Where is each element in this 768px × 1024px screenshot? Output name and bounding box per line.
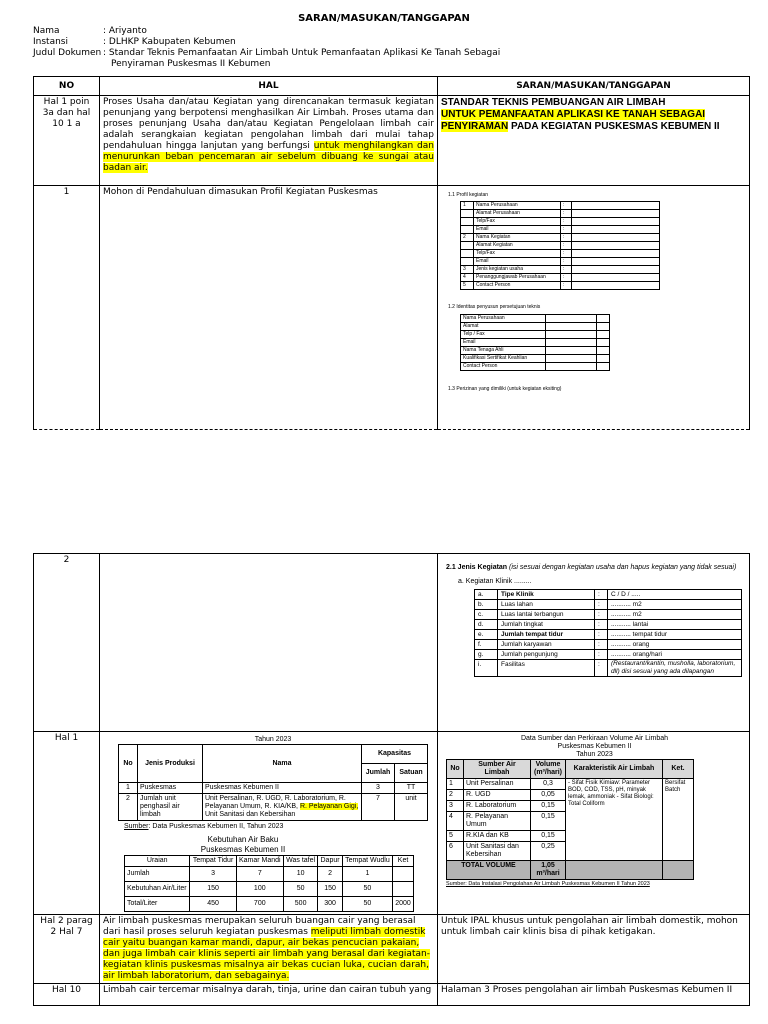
keb-value: 50 — [342, 897, 392, 912]
klinik-label: Fasilitas — [498, 660, 595, 677]
vol-header-sumber: Sumber Air Limbah — [464, 760, 531, 779]
profil-label: Telp/Fax — [474, 218, 561, 226]
klinik-value: ........... m2 — [608, 610, 742, 620]
identitas-row — [461, 347, 610, 355]
kap-nama: Puskesmas Kebumen II — [203, 783, 362, 794]
vol-sumber: R. Pelayanan Umum — [464, 812, 531, 831]
profil-label: Telp/Fax — [474, 250, 561, 258]
keb-value: 50 — [342, 882, 392, 897]
klinik-colon: : — [595, 630, 608, 640]
keb-value — [393, 867, 414, 882]
volume-source: Sumber: Data Instalasi Pengolahan Air Limbah Puskesmas Kebumen II Tahun 2023 — [446, 881, 650, 887]
klinik-label: Luas lantai terbangun — [498, 610, 595, 620]
keb-value: 150 — [190, 882, 236, 897]
identitas-row — [461, 363, 610, 371]
kap-header-jumlah: Jumlah — [362, 764, 395, 783]
table-row — [34, 554, 750, 732]
hal-highlight: untuk menghilangkan dan menurunkan beban pencemaran air sebelum dibuang ke sungai atau badan air. — [103, 141, 434, 173]
klinik-letter: c. — [475, 610, 498, 620]
keb-value: 2 — [318, 867, 342, 882]
volume-table — [446, 759, 694, 880]
keb-header: Dapur — [318, 856, 342, 867]
klinik-value: ........... orang — [608, 640, 742, 650]
identitas-label: Email — [461, 339, 546, 347]
kap-header-nama: Nama — [203, 745, 362, 783]
profil-label: Alamat Perusahaan — [474, 210, 561, 218]
keb-value: 50 — [283, 882, 317, 897]
vol-no: 6 — [447, 842, 464, 861]
keb-value: 300 — [318, 897, 342, 912]
vol-row — [447, 779, 694, 790]
kap-nama-highlight: R. Pelayanan Gigi, — [299, 803, 359, 810]
kapasitas-table — [118, 744, 428, 821]
klinik-colon: : — [595, 610, 608, 620]
profil-colon: : — [561, 258, 572, 266]
vol-header-karakteristik: Karakteristik Air Limbah — [566, 760, 663, 779]
meta-instansi — [33, 37, 236, 48]
vol-header-volume: Volume (m³/hari) — [531, 760, 566, 779]
vol-volume: 0,05 — [531, 790, 566, 801]
meta-label: Instansi — [33, 37, 68, 47]
row-no: 2 — [34, 554, 100, 732]
profil-row — [461, 258, 660, 266]
klinik-row — [475, 630, 742, 640]
jenis-note: (isi sesuai dengan kegiatan usaha dan hapus kegiatan yang tidak sesuai) — [509, 564, 737, 571]
vol-sumber: Unit Sanitasi dan Kebersihan — [464, 842, 531, 861]
document-page-2 — [0, 553, 768, 1024]
profil-colon: : — [561, 218, 572, 226]
standard-title: STANDAR TEKNIS PEMBUANGAN AIR LIMBAH — [441, 97, 666, 108]
klinik-label: Jumlah pengunjung — [498, 650, 595, 660]
source-label: Sumber — [124, 823, 149, 830]
keb-value: 500 — [283, 897, 317, 912]
identitas-extra — [597, 363, 610, 371]
profil-colon: : — [561, 242, 572, 250]
vol-sumber: R. UGD — [464, 790, 531, 801]
profil-value — [572, 250, 660, 258]
profil-value — [572, 210, 660, 218]
identitas-row — [461, 355, 610, 363]
klinik-value: ........... orang/hari — [608, 650, 742, 660]
klinik-row — [475, 610, 742, 620]
meta-value: : DLHKP Kabupaten Kebumen — [103, 37, 236, 47]
klinik-row — [475, 660, 742, 677]
vol-total-row — [447, 861, 694, 880]
klinik-row — [475, 620, 742, 630]
identitas-title: 1.2 Identitas penyusun persetujuan teknis — [448, 304, 541, 310]
identitas-label: Nama Perusahaan — [461, 315, 546, 323]
identitas-label: Telp / Fax — [461, 331, 546, 339]
kap-nama-text: Unit Persalinan, R. UGD, R. Laboratorium, R. Pelayanan Umum, R. KIA/KB, — [205, 795, 346, 810]
klinik-row — [475, 650, 742, 660]
kebutuhan-subtitle: Puskesmas Kebumen II — [200, 845, 286, 854]
kapasitas-title: Tahun 2023 — [254, 736, 292, 743]
keb-label: Kebutuhan Air/Liter — [125, 882, 190, 897]
saran-table-p2 — [33, 553, 750, 1006]
keb-value: 450 — [190, 897, 236, 912]
table-row — [34, 732, 750, 915]
kap-nama — [203, 794, 362, 821]
keb-header: Uraian — [125, 856, 190, 867]
klinik-letter: b. — [475, 600, 498, 610]
profil-no — [461, 250, 474, 258]
vol-no: 1 — [447, 779, 464, 790]
klinik-row — [475, 590, 742, 600]
identitas-row — [461, 323, 610, 331]
keb-header: Tempat Tidur — [190, 856, 236, 867]
row-saran: Halaman 3 Proses pengolahan air limbah Puskesmas Kebumen II — [438, 984, 750, 1006]
profil-value — [572, 266, 660, 274]
keb-value — [393, 882, 414, 897]
col-header-saran: SARAN/MASUKAN/TANGGAPAN — [438, 77, 750, 96]
identitas-value — [546, 315, 597, 323]
identitas-value — [546, 363, 597, 371]
identitas-label: Kualifikasi Sertifikat Keahlian — [461, 355, 546, 363]
profil-value — [572, 282, 660, 290]
profil-value — [572, 258, 660, 266]
profil-colon: : — [561, 226, 572, 234]
keb-value: 700 — [236, 897, 283, 912]
profil-row — [461, 266, 660, 274]
klinik-colon: : — [595, 660, 608, 677]
table-row — [34, 915, 750, 984]
row-hal — [100, 96, 438, 186]
profil-colon: : — [561, 266, 572, 274]
kap-jumlah: 7 — [362, 794, 395, 821]
kap-row — [119, 783, 428, 794]
standard-highlight: UNTUK PEMANFAATAN APLIKASI KE TANAH SEBAGAI PENYIRAMAN — [441, 109, 706, 132]
identitas-row — [461, 331, 610, 339]
keb-value: 1 — [342, 867, 392, 882]
meta-judul-cont: Penyiraman Puskesmas II Kebumen — [111, 59, 271, 69]
profil-colon: : — [561, 282, 572, 290]
profil-value — [572, 234, 660, 242]
keb-value: 7 — [236, 867, 283, 882]
keb-value: 3 — [190, 867, 236, 882]
meta-label: Nama — [33, 26, 60, 36]
klinik-colon: : — [595, 590, 608, 600]
document-page-1 — [0, 0, 768, 432]
profil-value — [572, 242, 660, 250]
klinik-letter: a. — [475, 590, 498, 600]
kap-header-jenis: Jenis Produksi — [138, 745, 203, 783]
profil-row — [461, 234, 660, 242]
kap-jumlah: 3 — [362, 783, 395, 794]
identitas-label: Nama Tenaga Ahli — [461, 347, 546, 355]
profil-row — [461, 226, 660, 234]
profil-value — [572, 274, 660, 282]
vol-karakteristik: - Sifat Fisik Kimiaw: Parameter BOD, COD, TSS, pH, minyak lemak, ammoniak - Sifat Biologi: Total Coliform — [566, 779, 663, 861]
vol-total-empty — [566, 861, 663, 880]
row-no: Hal 1 poin 3a dan hal 10 1 a — [34, 96, 100, 186]
kap-nama-tail: Unit Sanitasi dan Kebersihan — [205, 811, 296, 818]
meta-judul — [33, 48, 500, 59]
klinik-row — [475, 640, 742, 650]
identitas-value — [546, 355, 597, 363]
document-title: SARAN/MASUKAN/TANGGAPAN — [298, 13, 470, 24]
klinik-colon: : — [595, 620, 608, 630]
vol-volume: 0,15 — [531, 812, 566, 831]
klinik-letter: g. — [475, 650, 498, 660]
kebutuhan-header-row — [125, 856, 414, 867]
profil-colon: : — [561, 234, 572, 242]
identitas-extra — [597, 323, 610, 331]
meta-value: : Ariyanto — [103, 26, 147, 36]
vol-volume: 0,3 — [531, 779, 566, 790]
keb-value: 150 — [318, 882, 342, 897]
identitas-label: Contact Person — [461, 363, 546, 371]
kap-satuan: unit — [395, 794, 428, 821]
vol-header-no: No — [447, 760, 464, 779]
klinik-letter: e. — [475, 630, 498, 640]
vol-ket: Bersifat Batch — [663, 779, 694, 861]
identitas-value — [546, 323, 597, 331]
row-hal — [100, 554, 438, 732]
vol-no: 2 — [447, 790, 464, 801]
keb-label: Total/Liter — [125, 897, 190, 912]
klinik-letter: i. — [475, 660, 498, 677]
profil-no — [461, 258, 474, 266]
keb-header: Ket — [393, 856, 414, 867]
kebutuhan-title: Kebutuhan Air Baku — [207, 835, 279, 844]
vol-header-ket: Ket. — [663, 760, 694, 779]
profil-row — [461, 242, 660, 250]
profil-table — [460, 201, 660, 290]
profil-label: Jenis kegiatan usaha — [474, 266, 561, 274]
profil-label: Penanggungjawab Perusahaan — [474, 274, 561, 282]
klinik-label: Jumlah karyawan — [498, 640, 595, 650]
identitas-extra — [597, 339, 610, 347]
identitas-extra — [597, 347, 610, 355]
jenis-title: 2.1 Jenis Kegiatan — [446, 564, 508, 571]
vol-sumber: Unit Persalinan — [464, 779, 531, 790]
vol-sumber: R.KIA dan KB — [464, 831, 531, 842]
keb-header: Was tafel — [283, 856, 317, 867]
vol-total-value: 1,05 m³/hari — [531, 861, 566, 880]
profil-label: Nama Perusahaan — [474, 202, 561, 210]
kap-jenis: Jumlah unit penghasil air limbah — [138, 794, 203, 821]
kapasitas-source — [124, 822, 435, 831]
vol-volume: 0,15 — [531, 801, 566, 812]
identitas-value — [546, 347, 597, 355]
profil-row — [461, 218, 660, 226]
profil-value — [572, 226, 660, 234]
profil-label: Email — [474, 226, 561, 234]
klinik-colon: : — [595, 640, 608, 650]
row-saran: Untuk IPAL khusus untuk pengolahan air limbah domestik, mohon untuk limbah cair klinis bisa di pihak ketigakan. — [438, 915, 750, 984]
kap-header-kapasitas: Kapasitas — [362, 745, 428, 764]
volume-subtitle: Puskesmas Kebumen II — [557, 743, 632, 750]
klinik-letter: f. — [475, 640, 498, 650]
identitas-extra — [597, 331, 610, 339]
hal-highlight: meliputi limbah domestik cair yaitu buangan kamar mandi, dapur, air bekas pencucian pakaian, dan juga limbah cair klinis seperti air limbah yang berasal dari kegiatan-kegiatan klinis puskesmas misalnya air bekas cucian luka, cucian darah, air limbah laboratorium, dan sebagainya. — [103, 927, 430, 981]
profil-colon: : — [561, 202, 572, 210]
row-saran — [438, 186, 750, 430]
profil-label: Contact Person — [474, 282, 561, 290]
table-row — [34, 96, 750, 186]
meta-label: Judul Dokumen — [33, 48, 102, 58]
profil-row — [461, 250, 660, 258]
keb-header: Kamar Mandi — [236, 856, 283, 867]
identitas-value — [546, 339, 597, 347]
klinik-label: Tipe Klinik — [498, 590, 595, 600]
vol-no: 5 — [447, 831, 464, 842]
hal-text: Proses Usaha dan/atau Kegiatan yang direncanakan termasuk kegiatan penunjang yang berpotensi menghasilkan Air Limbah. Proses utama dan proses penunjang Usaha dan/atau Kegiatan Pengelolaan limbah cair adalah serangkaian kegiatan pengolahan limbah dari mulai tahap pendahuluan hingga lanjutan yang berfungsi — [103, 97, 434, 151]
col-header-hal: HAL — [100, 77, 438, 96]
identitas-extra — [597, 355, 610, 363]
kap-jenis: Puskesmas — [138, 783, 203, 794]
identitas-table — [460, 314, 610, 371]
standard-tail: PADA KEGIATAN PUSKESMAS KEBUMEN II — [511, 121, 720, 132]
identitas-label: Alamat — [461, 323, 546, 331]
profil-no: 4 — [461, 274, 474, 282]
hal-text: Air limbah puskesmas merupakan seluruh buangan cair yang berasal dari hasil proses seluruh kegiatan puskesmas — [103, 916, 416, 937]
kap-satuan: TT — [395, 783, 428, 794]
identitas-row — [461, 339, 610, 347]
vol-volume: 0,25 — [531, 842, 566, 861]
klinik-colon: : — [595, 650, 608, 660]
keb-value: 10 — [283, 867, 317, 882]
keb-label: Jumlah — [125, 867, 190, 882]
kap-header-no: No — [119, 745, 138, 783]
profil-label: Alamat Kegiatan — [474, 242, 561, 250]
profil-no — [461, 242, 474, 250]
klinik-row — [475, 600, 742, 610]
row-saran — [438, 554, 750, 732]
klinik-label: Jumlah tempat tidur — [498, 630, 595, 640]
identitas-extra — [597, 315, 610, 323]
profil-no: 3 — [461, 266, 474, 274]
klinik-colon: : — [595, 600, 608, 610]
vol-total-empty — [663, 861, 694, 880]
row-no: 1 — [34, 186, 100, 430]
row-no: Hal 1 — [34, 732, 100, 915]
row-hal: Mohon di Pendahuluan dimasukan Profil Kegiatan Puskesmas — [100, 186, 438, 430]
profil-no — [461, 210, 474, 218]
source-text: : Data Puskesmas Kebumen II, Tahun 2023 — [148, 823, 284, 830]
vol-no: 3 — [447, 801, 464, 812]
table-row — [34, 186, 750, 430]
klinik-letter: d. — [475, 620, 498, 630]
klinik-value: ........... tempat tidur — [608, 630, 742, 640]
row-hal — [100, 915, 438, 984]
table-row — [34, 984, 750, 1006]
klinik-value: (Restaurant/kantin, musholla, laboratorium, dll) disi sesuai yang ada dilapangan — [608, 660, 742, 677]
saran-table-p1 — [33, 76, 750, 430]
standard-subtitle — [441, 109, 746, 133]
profil-value — [572, 202, 660, 210]
profil-value — [572, 218, 660, 226]
klinik-label: a. Kegiatan Klinik ......... — [458, 578, 532, 585]
profil-no: 5 — [461, 282, 474, 290]
identitas-value — [546, 331, 597, 339]
profil-row — [461, 202, 660, 210]
profil-no: 2 — [461, 234, 474, 242]
klinik-value: C / D / ..... — [608, 590, 742, 600]
kap-no: 2 — [119, 794, 138, 821]
profil-row — [461, 282, 660, 290]
vol-sumber: R. Laboratorium — [464, 801, 531, 812]
row-hal: Limbah cair tercemar misalnya darah, tinja, urine dan cairan tubuh yang — [100, 984, 438, 1006]
profil-colon: : — [561, 210, 572, 218]
klinik-table — [474, 589, 742, 677]
klinik-value: ........... lantai — [608, 620, 742, 630]
row-hal — [100, 732, 438, 915]
keb-header: Tempat Wudlu — [342, 856, 392, 867]
kap-header-satuan: Satuan — [395, 764, 428, 783]
row-saran — [438, 96, 750, 186]
profil-no: 1 — [461, 202, 474, 210]
profil-colon: : — [561, 274, 572, 282]
klinik-label: Luas lahan — [498, 600, 595, 610]
row-no: Hal 2 parag 2 Hal 7 — [34, 915, 100, 984]
volume-year: Tahun 2023 — [576, 751, 613, 758]
kebutuhan-table — [124, 855, 414, 912]
profil-title: 1.1 Profil kegiatan — [448, 192, 489, 198]
meta-nama — [33, 26, 147, 37]
keb-value: 2000 — [393, 897, 414, 912]
profil-no — [461, 226, 474, 234]
row-saran — [438, 732, 750, 915]
keb-value: 100 — [236, 882, 283, 897]
klinik-label: Jumlah tingkat — [498, 620, 595, 630]
kebutuhan-row — [125, 867, 414, 882]
klinik-value: ........... m2 — [608, 600, 742, 610]
jenis-kegiatan — [446, 562, 745, 574]
meta-value: : Standar Teknis Pemanfaatan Air Limbah Untuk Pemanfaatan Aplikasi Ke Tanah Sebagai — [103, 48, 501, 58]
vol-no: 4 — [447, 812, 464, 831]
row-no: Hal 10 — [34, 984, 100, 1006]
kap-row — [119, 794, 428, 821]
vol-total-label: TOTAL VOLUME — [447, 861, 531, 880]
col-header-no: NO — [34, 77, 100, 96]
perizinan-title: 1.3 Perizinan yang dimiliki (untuk kegiatan eksiting) — [448, 386, 562, 392]
profil-no — [461, 218, 474, 226]
profil-row — [461, 274, 660, 282]
identitas-row — [461, 315, 610, 323]
kap-no: 1 — [119, 783, 138, 794]
kebutuhan-row — [125, 897, 414, 912]
vol-volume: 0,15 — [531, 831, 566, 842]
profil-row — [461, 210, 660, 218]
profil-colon: : — [561, 250, 572, 258]
volume-title: Data Sumber dan Perkiraan Volume Air Limbah — [520, 735, 669, 742]
profil-label: Nama Kegiatan — [474, 234, 561, 242]
kebutuhan-row — [125, 882, 414, 897]
profil-label: Email — [474, 258, 561, 266]
